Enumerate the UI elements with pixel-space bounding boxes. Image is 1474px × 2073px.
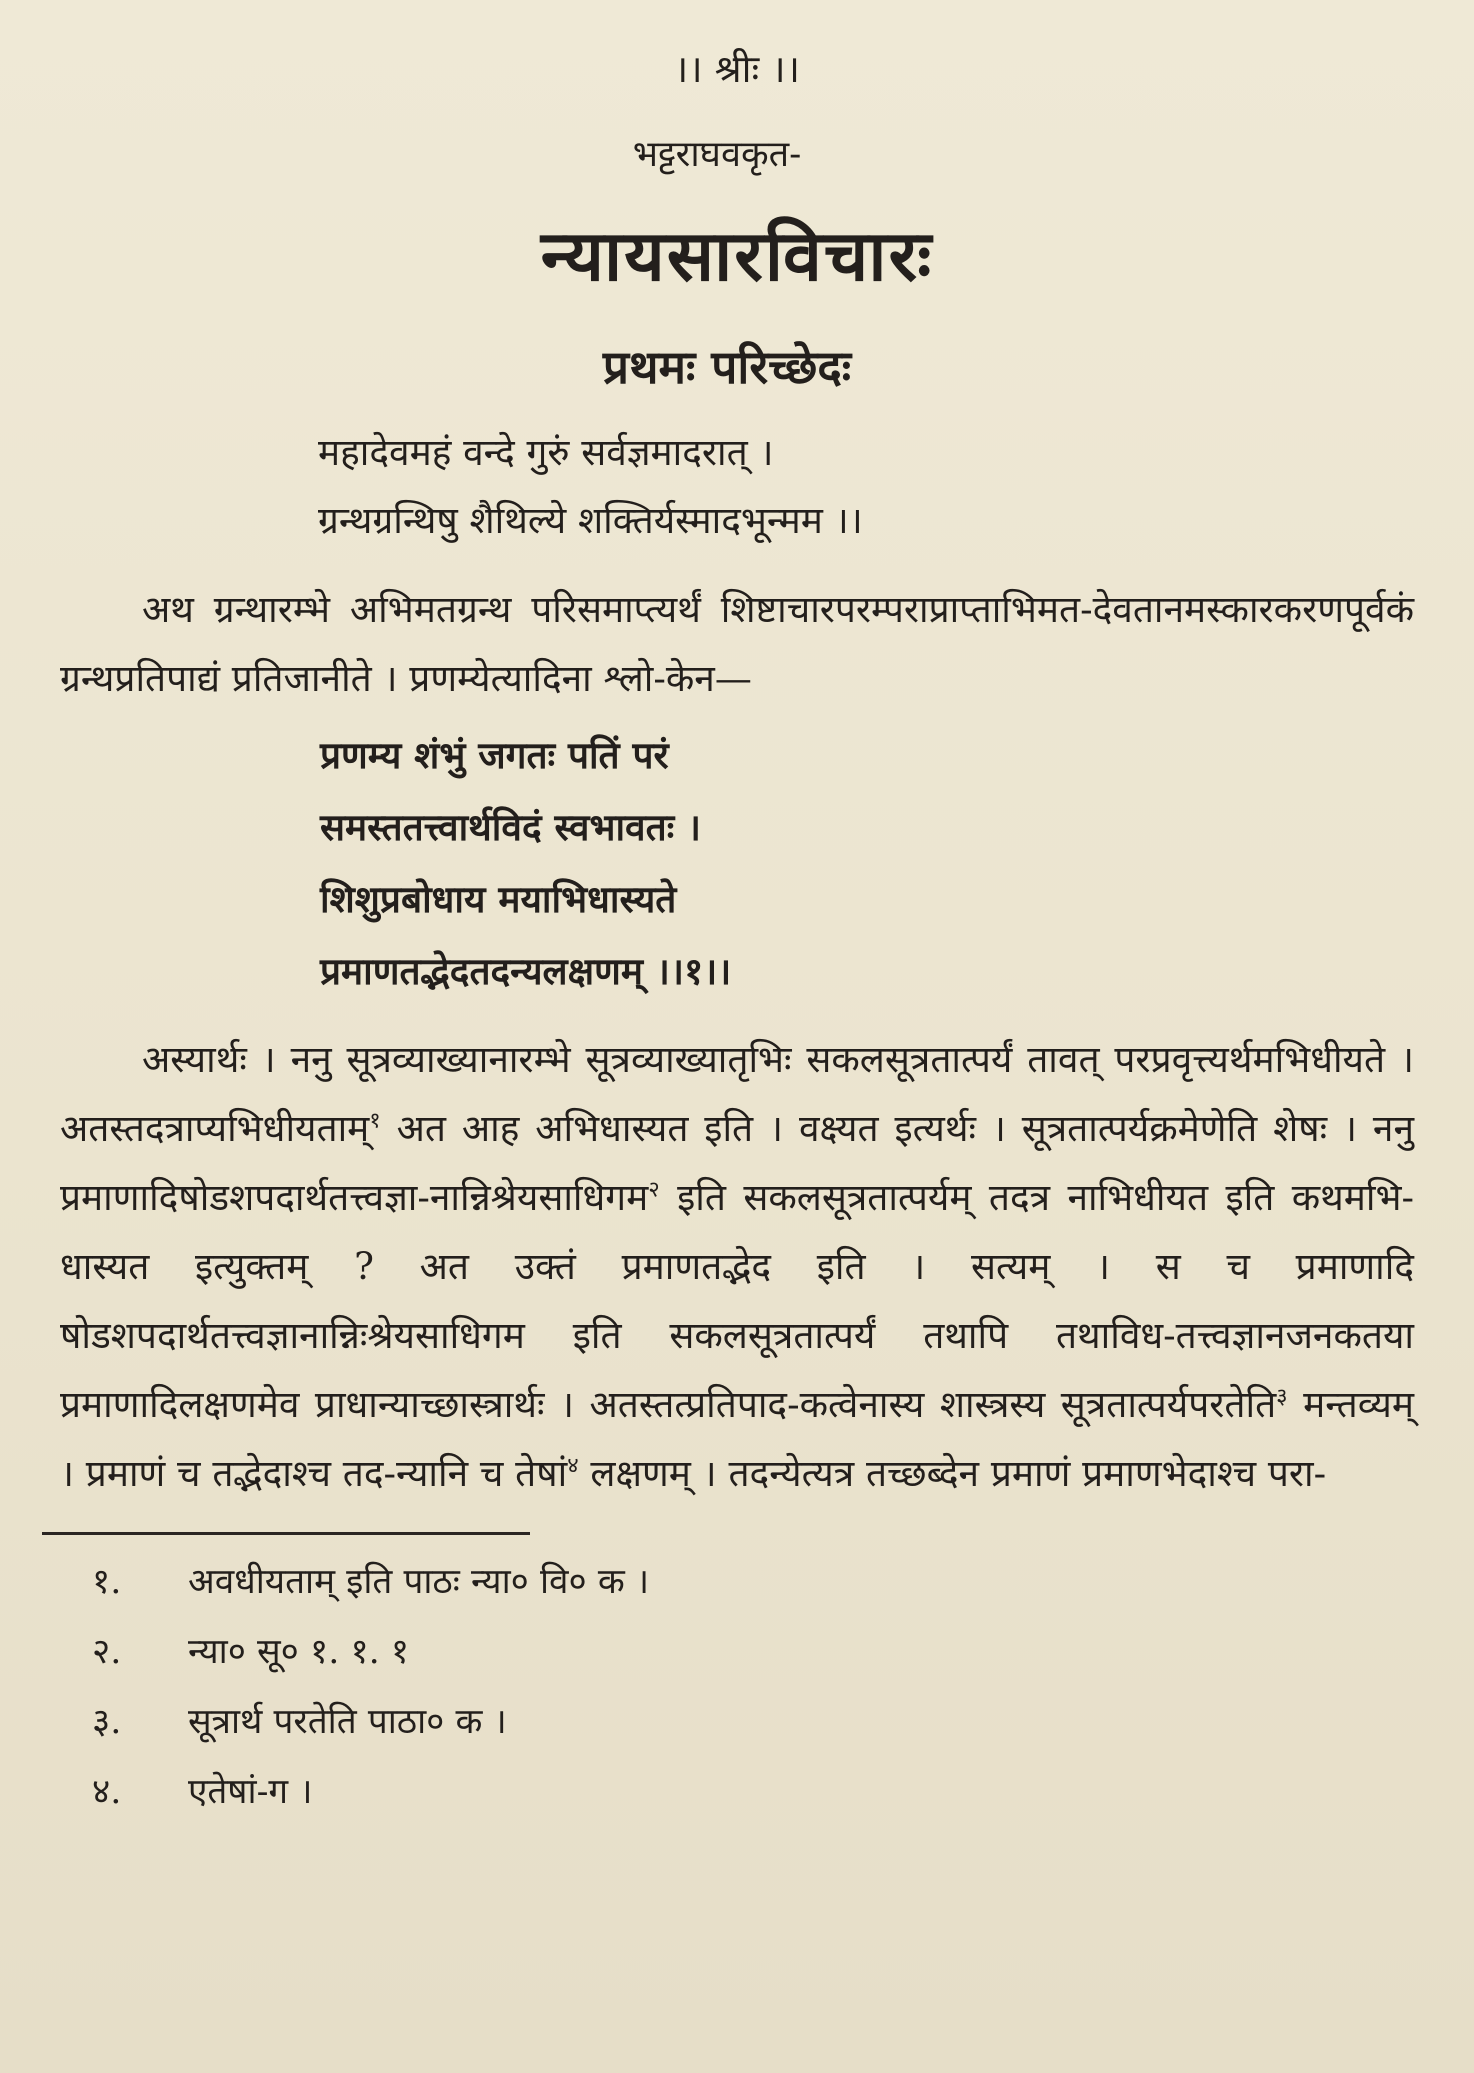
verse-line: प्रणम्य शंभुं जगतः पतिं परं (320, 733, 669, 777)
footnote-item (92, 1757, 1414, 1827)
footnote-number: २. (92, 1632, 122, 1672)
footnotes (60, 1547, 1414, 1827)
chapter-heading: प्रथमः परिच्छेदः (602, 340, 852, 394)
verse-line: शिशुप्रबोधाय मयाभिधास्यते (320, 877, 677, 921)
footnote-marker[interactable]: २ (648, 1177, 660, 1203)
footnote-marker[interactable]: ४ (567, 1453, 579, 1479)
author-line: भट्टराघवकृत- (632, 134, 802, 175)
invocation: ।। श्रीः ।। (673, 47, 801, 91)
commentary-text: इति सकलसूत्रतात्पर्यम् तदत्र नाभिधीयत इति कथमभि-धास्यत इत्युक्तम् ? अत उक्तं प्रमाणतद्भेद इति । सत्यम् । स च प्रमाणादि षोडशपदार्थतत्त्वज्ञानान्निःश्रेयसाधिगम इति सकलसूत्रतात्पर्यं तथापि तथाविध-तत्त्वज्ञानजनकतया प्रमाणादिलक्षणमेव प्राधान्याच्छास्त्रार्थः । अतस्तत्प्रतिपाद-कत्वेनास्य शास्त्रस्य सूत्रतात्पर्यपरतेति (60, 1176, 1414, 1426)
commentary-text: अस्यार्थः । ननु सूत्रव्याख्यानारम्भे सूत्रव्याख्यातृभिः सकलसूत्रतात्पर्यं तावत् परप्रवृत्त्यर्थमभिधीयते । अतस्तदत्राप्यभिधीयताम् (60, 1038, 1414, 1150)
footnote-item (92, 1617, 1414, 1687)
commentary-text: मन्तव्यम् । प्रमाणं च तद्भेदाश्च तद-न्यानि च तेषां (60, 1383, 1414, 1495)
verse-line: महादेवमहं वन्दे गुरुं सर्वज्ञमादरात् । (318, 431, 774, 474)
footnote-number: ३. (92, 1702, 122, 1742)
footnote-divider (42, 1532, 530, 1535)
footnote-item (92, 1687, 1414, 1757)
commentary-text: अत आह अभिधास्यत इति । वक्ष्यत इत्यर्थः । सूत्रतात्पर्यक्रमेणेति शेषः । ननु प्रमाणादिषोडशपदार्थतत्त्वज्ञा-नान्निश्रेयसाधिगम (60, 1107, 1414, 1219)
page-title: न्यायसारविचारः (540, 214, 934, 297)
footnote-number: १. (92, 1562, 122, 1602)
footnote-text: सूत्रार्थ परतेति पाठा० क । (188, 1702, 507, 1742)
footnote-item (92, 1547, 1414, 1617)
verse-line: समस्ततत्त्वार्थविदं स्वभावतः । (320, 805, 702, 849)
footnote-text: अवधीयताम् इति पाठः न्या० वि० क । (188, 1562, 650, 1602)
footnote-text: न्या० सू० १. १. १ (188, 1632, 410, 1672)
footnote-number: ४. (92, 1772, 122, 1812)
commentary-text: लक्षणम् । तदन्येत्यत्र तच्छब्देन प्रमाणं प्रमाणभेदाश्च परा- (578, 1452, 1327, 1495)
footnote-marker[interactable]: १ (369, 1108, 381, 1134)
footnote-text: एतेषां-ग । (188, 1772, 313, 1812)
paragraph-commentary (60, 1025, 1414, 1508)
verse-line: ग्रन्थग्रन्थिषु शैथिल्ये शक्तिर्यस्मादभून्मम ।। (318, 499, 863, 542)
opening-verse (318, 419, 1414, 555)
main-verse (320, 719, 1414, 1007)
footnote-marker[interactable]: ३ (1276, 1384, 1288, 1410)
verse-line: प्रमाणतद्भेदतदन्यलक्षणम् ।।१।। (320, 949, 732, 993)
paragraph-intro: अथ ग्रन्थारम्भे अभिमतग्रन्थ परिसमाप्त्यर्थं शिष्टाचारपरम्पराप्राप्ताभिमत-देवतानमस्कारकरणपूर्वकं ग्रन्थप्रतिपाद्यं प्रतिजानीते । प्रणम्येत्यादिना श्लो-केन— (60, 588, 1414, 700)
